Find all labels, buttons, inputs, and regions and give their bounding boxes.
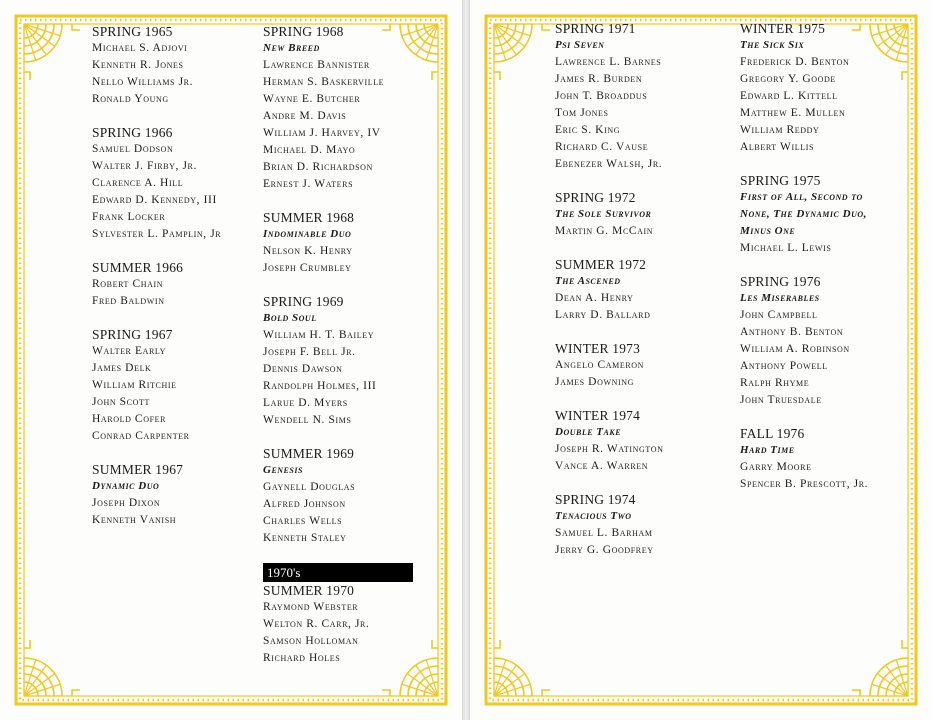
member-name: Richard C. Vause (555, 141, 649, 153)
member-name: Joseph Dixon (92, 497, 161, 509)
member-name: Joseph F. Bell Jr. (263, 346, 356, 358)
member-name: Frederick D. Benton (740, 56, 850, 68)
member-name: James Downing (555, 376, 635, 388)
line-group (555, 407, 663, 475)
line-group (740, 273, 868, 409)
member-name: Angelo Cameron (555, 359, 645, 371)
member-name: Joseph Crumbley (263, 262, 352, 274)
member-name: Welton R. Carr, Jr. (263, 618, 370, 630)
line-season-heading: SPRING 1975 (740, 173, 821, 188)
member-name: Wayne E. Butcher (263, 93, 361, 105)
member-name: Randolph Holmes, III (263, 380, 377, 392)
member-name: Lawrence Bannister (263, 59, 370, 71)
member-name: Larry D. Ballard (555, 309, 651, 321)
line-group (263, 445, 413, 547)
line-group (92, 259, 221, 310)
corner-fan-ornament (494, 24, 550, 80)
line-nickname: Double Take (555, 426, 622, 438)
line-nickname: Indominable Duo (263, 228, 352, 240)
line-group (555, 256, 663, 324)
member-name: Harold Cofer (92, 413, 167, 425)
line-group (92, 23, 221, 108)
member-name: Wendell N. Sims (263, 414, 352, 426)
member-name: Anthony Powell (740, 360, 828, 372)
member-name: Edward L. Kittell (740, 90, 838, 102)
member-name: Garry Moore (740, 461, 812, 473)
line-group (92, 461, 221, 529)
member-name: Albert Willis (740, 141, 815, 153)
left-page (0, 0, 462, 720)
member-name: Samson Holloman (263, 635, 359, 647)
line-season-heading: SPRING 1971 (555, 21, 636, 36)
line-group (555, 340, 663, 391)
book-gutter (462, 0, 470, 720)
member-name: William Ritchie (92, 379, 177, 391)
member-name: Michael S. Adjovi (92, 42, 188, 54)
decade-banner: 1970's (263, 563, 413, 582)
right-page-column-1 (555, 20, 663, 575)
line-nickname: Hard Time (740, 444, 795, 456)
member-name: Nelson K. Henry (263, 245, 353, 257)
member-name: William H. T. Bailey (263, 329, 375, 341)
member-name: Herman S. Baskerville (263, 76, 385, 88)
corner-fan-ornament (852, 640, 908, 696)
line-nickname: The Sole Survivor (555, 208, 652, 220)
line-season-heading: SUMMER 1969 (263, 446, 355, 461)
line-season-heading: SPRING 1967 (92, 327, 173, 342)
member-name: Eric S. King (555, 124, 621, 136)
left-page-column-2 (263, 23, 413, 683)
line-nickname: The Ascened (555, 275, 621, 287)
line-season-heading: SUMMER 1972 (555, 257, 647, 272)
member-name: Anthony B. Benton (740, 326, 844, 338)
member-name: Ralph Rhyme (740, 377, 810, 389)
member-name: James Delk (92, 362, 152, 374)
line-nickname: None, The Dynamic Duo, (740, 208, 867, 220)
member-name: John Scott (92, 396, 150, 408)
line-group (555, 189, 663, 240)
line-season-heading: SPRING 1972 (555, 190, 636, 205)
corner-fan-ornament (24, 24, 80, 80)
corner-fan-ornament (494, 640, 550, 696)
line-nickname: Tenacious Two (555, 510, 632, 522)
member-name: Matthew E. Mullen (740, 107, 846, 119)
line-group (740, 20, 868, 156)
left-page-column-1 (92, 23, 221, 545)
member-name: Samuel L. Barham (555, 527, 653, 539)
member-name: William A. Robinson (740, 343, 850, 355)
member-name: Conrad Carpenter (92, 430, 190, 442)
line-season-heading: SUMMER 1966 (92, 260, 184, 275)
member-name: Nello Williams Jr. (92, 76, 194, 88)
member-name: Dean A. Henry (555, 292, 634, 304)
member-name: Ronald Young (92, 93, 169, 105)
member-name: Spencer B. Prescott, Jr. (740, 478, 869, 490)
line-group (92, 326, 221, 445)
line-nickname: First of All, Second to (740, 191, 863, 203)
member-name: Walter J. Firby, Jr. (92, 160, 197, 172)
line-season-heading: SUMMER 1967 (92, 462, 184, 477)
member-name: Edward D. Kennedy, III (92, 194, 217, 206)
member-name: Ernest J. Waters (263, 178, 354, 190)
member-name: Fred Baldwin (92, 295, 165, 307)
line-season-heading: SPRING 1974 (555, 492, 636, 507)
line-group (740, 172, 868, 257)
line-nickname: The Sick Six (740, 39, 805, 51)
member-name: William Reddy (740, 124, 820, 136)
line-group (740, 425, 868, 493)
member-name: Charles Wells (263, 515, 343, 527)
member-name: Walter Early (92, 345, 166, 357)
member-name: Gregory Y. Goode (740, 73, 836, 85)
line-season-heading: SUMMER 1970 (263, 583, 355, 598)
member-name: Tom Jones (555, 107, 609, 119)
line-group (92, 124, 221, 243)
line-nickname: Psi Seven (555, 39, 605, 51)
line-season-heading: SPRING 1969 (263, 294, 344, 309)
line-season-heading: SPRING 1968 (263, 24, 344, 39)
member-name: Clarence A. Hill (92, 177, 184, 189)
member-name: Joseph R. Watington (555, 443, 664, 455)
line-group (555, 20, 663, 173)
member-name: Jerry G. Goodfrey (555, 544, 654, 556)
member-name: Dennis Dawson (263, 363, 343, 375)
line-season-heading: FALL 1976 (740, 426, 805, 441)
line-nickname: New Breed (263, 42, 320, 54)
member-name: Kenneth Staley (263, 532, 347, 544)
line-season-heading: SPRING 1965 (92, 24, 173, 39)
member-name: James R. Burden (555, 73, 643, 85)
member-name: Sylvester L. Pamplin, Jr (92, 228, 222, 240)
line-season-heading: WINTER 1974 (555, 408, 641, 423)
member-name: Larue D. Myers (263, 397, 348, 409)
line-group (263, 293, 413, 429)
member-name: Samuel Dodson (92, 143, 174, 155)
corner-fan-ornament (24, 640, 80, 696)
member-name: Vance A. Warren (555, 460, 649, 472)
member-name: Richard Holes (263, 652, 341, 664)
member-name: Kenneth R. Jones (92, 59, 184, 71)
member-name: William J. Harvey, IV (263, 127, 381, 139)
line-nickname: Genesis (263, 464, 303, 476)
member-name: John T. Broaddus (555, 90, 648, 102)
member-name: Kenneth Vanish (92, 514, 177, 526)
line-group (263, 563, 413, 667)
member-name: Alfred Johnson (263, 498, 346, 510)
member-name: Ebenezer Walsh, Jr. (555, 158, 663, 170)
line-season-heading: WINTER 1973 (555, 341, 641, 356)
line-season-heading: SUMMER 1968 (263, 210, 355, 225)
line-nickname: Minus One (740, 225, 796, 237)
line-nickname: Dynamic Duo (92, 480, 160, 492)
member-name: Lawrence L. Barnes (555, 56, 662, 68)
member-name: Michael L. Lewis (740, 242, 832, 254)
member-name: Michael D. Mayo (263, 144, 356, 156)
member-name: Gaynell Douglas (263, 481, 356, 493)
member-name: Robert Chain (92, 278, 164, 290)
line-group (263, 23, 413, 193)
line-season-heading: SPRING 1976 (740, 274, 821, 289)
line-group (555, 491, 663, 559)
line-season-heading: SPRING 1966 (92, 125, 173, 140)
line-nickname: Les Miserables (740, 292, 820, 304)
line-group (263, 209, 413, 277)
right-page-column-2 (740, 20, 868, 509)
member-name: Brian D. Richardson (263, 161, 373, 173)
member-name: Raymond Webster (263, 601, 359, 613)
member-name: Martin G. McCain (555, 225, 654, 237)
right-page (470, 0, 932, 720)
member-name: Andre M. Davis (263, 110, 347, 122)
member-name: Frank Locker (92, 211, 166, 223)
member-name: John Campbell (740, 309, 818, 321)
member-name: John Truesdale (740, 394, 822, 406)
line-season-heading: WINTER 1975 (740, 21, 826, 36)
line-nickname: Bold Soul (263, 312, 317, 324)
